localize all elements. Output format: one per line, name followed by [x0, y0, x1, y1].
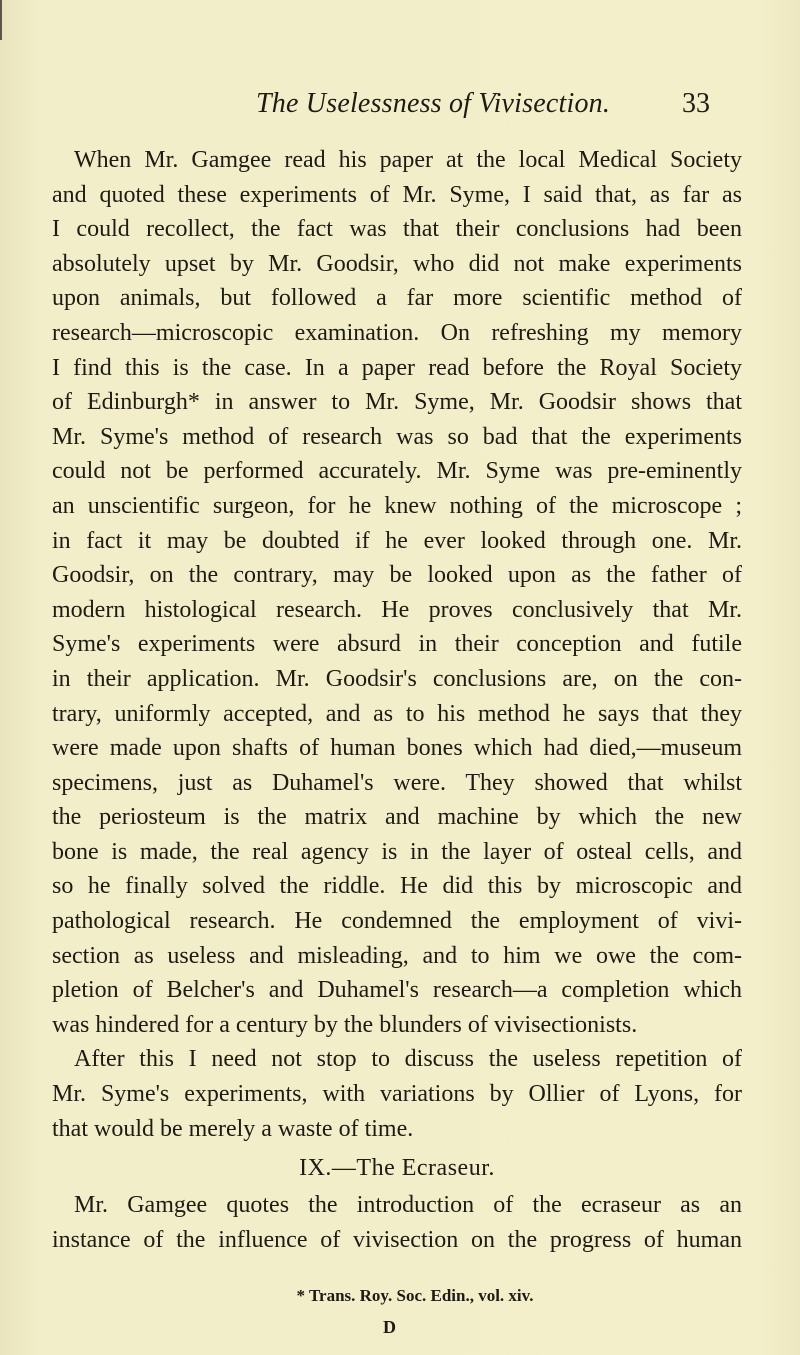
text-line: were made upon shafts of human bones which had died,—museum [52, 735, 742, 762]
text-line: modern histological research. He proves conclusively that Mr. [52, 596, 742, 623]
text-line: trary, uniformly accepted, and as to his method he says that they [52, 700, 742, 727]
text-line: Goodsir, on the contrary, may be looked upon as the father of [52, 562, 742, 589]
text-line: so he finally solved the riddle. He did this by microscopic and [52, 873, 742, 900]
text-line: upon animals, but followed a far more scientific method of [52, 285, 742, 312]
text-line: I could recollect, the fact was that their conclusions had been [52, 216, 742, 243]
text-line: the periosteum is the matrix and machine by which the new [52, 804, 742, 831]
paragraph-2 [52, 1042, 742, 1146]
text-line: bone is made, the real agency is in the layer of osteal cells, and [52, 838, 742, 865]
text-line: Mr. Syme's experiments, with variations by Ollier of Lyons, for [52, 1081, 742, 1108]
text-line: was hindered for a century by the blunders of vivisectionists. [52, 1011, 638, 1038]
text-line: in their application. Mr. Goodsir's conclusions are, on the con- [52, 665, 742, 692]
text-line: could not be performed accurately. Mr. Syme was pre-eminently [52, 458, 742, 485]
text-line: pletion of Belcher's and Duhamel's research—a completion which [52, 977, 742, 1004]
text-line: instance of the influence of vivisection on the progress of human [52, 1226, 742, 1253]
running-head [0, 88, 800, 128]
text-line: research—microscopic examination. On refreshing my memory [52, 319, 742, 346]
footnote: * Trans. Roy. Soc. Edin., vol. xiv. [296, 1286, 534, 1305]
text-line: Syme's experiments were absurd in their conception and futile [52, 631, 742, 658]
text-line: When Mr. Gamgee read his paper at the local Medical Society [74, 147, 742, 173]
text-line: Mr. Gamgee quotes the introduction of the ecraseur as an [74, 1192, 742, 1219]
signature-mark: D [383, 1317, 396, 1337]
page-number: 33 [682, 88, 710, 119]
text-line: After this I need not stop to discuss the useless repetition of [74, 1046, 742, 1073]
text-line: absolutely upset by Mr. Goodsir, who did not make experiments [52, 250, 742, 277]
running-head-title: The Uselessness of Vivisection. [256, 88, 611, 119]
text-line: I find this is the case. In a paper read before the Royal Society [52, 354, 742, 381]
paragraph-1 [52, 143, 742, 1042]
text-line: Mr. Syme's method of research was so bad that the experiments [52, 423, 742, 450]
text-line: that would be merely a waste of time. [52, 1115, 414, 1142]
paragraph-3 [52, 1188, 742, 1257]
text-line: in fact it may be doubted if he ever looked through one. Mr. [52, 527, 742, 554]
body-text [52, 143, 742, 1257]
text-line: specimens, just as Duhamel's were. They showed that whilst [52, 769, 742, 796]
text-line: an unscientific surgeon, for he knew nothing of the microscope ; [52, 492, 742, 519]
text-line: and quoted these experiments of Mr. Syme, I said that, as far as [52, 181, 742, 208]
text-line: section as useless and misleading, and to him we owe the com- [52, 942, 742, 969]
section-heading: IX.—The Ecraseur. [299, 1155, 495, 1182]
page-edge-line [0, 0, 2, 40]
text-line: of Edinburgh* in answer to Mr. Syme, Mr. Goodsir shows that [52, 389, 742, 416]
text-line: pathological research. He condemned the employment of vivi- [52, 908, 742, 935]
